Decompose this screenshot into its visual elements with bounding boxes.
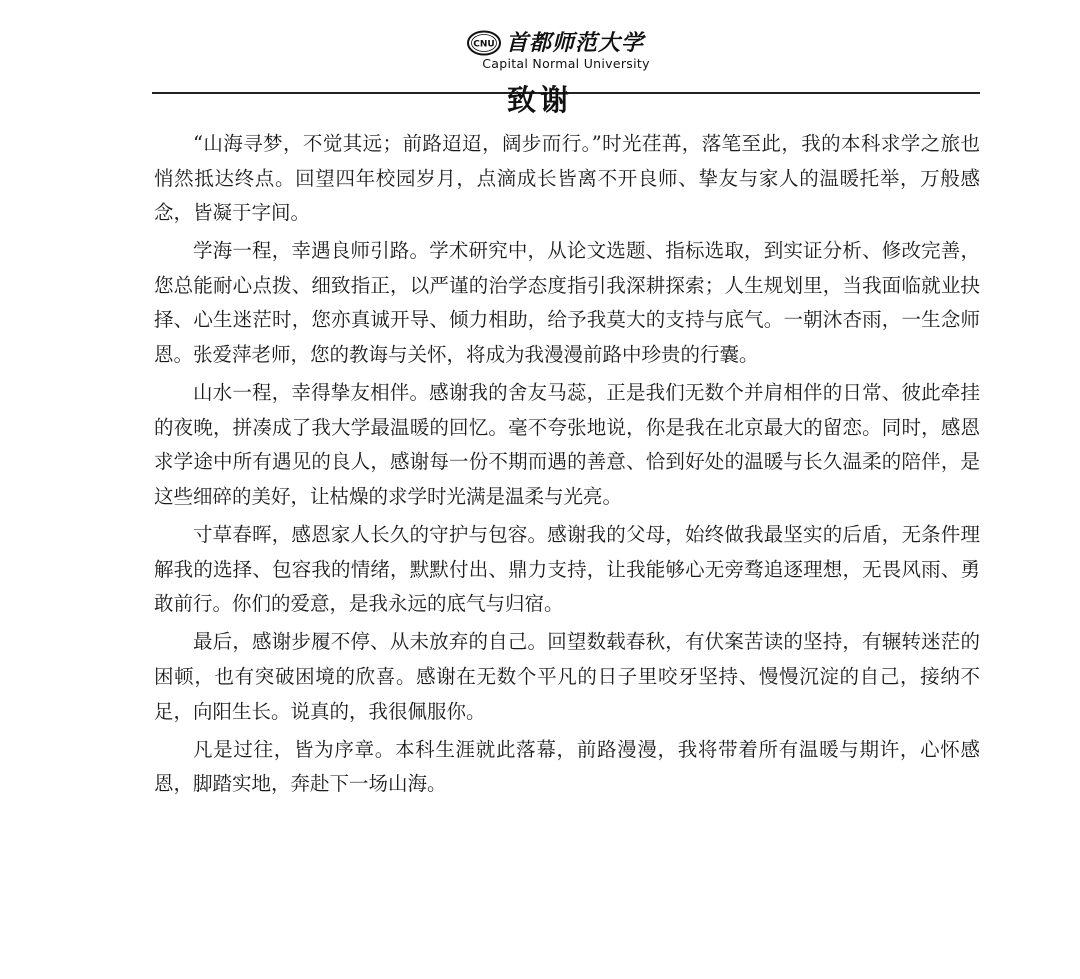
paragraph-4: 寸草春晖，感恩家人长久的守护与包容。感谢我的父母，始终做我最坚实的后盾，无条件理解我的选择、包容我的情绪，默默付出、鼎力支持，让我能够心无旁骛追逐理想，无畏风雨、勇敢前行。你们的爱意，是我永远的底气与归宿。	[154, 523, 980, 616]
emblem-text: CNU	[473, 39, 495, 50]
page-title: 致谢	[506, 83, 573, 117]
university-logo	[466, 26, 644, 60]
page-header	[0, 18, 1080, 76]
paragraph-1: “山海寻梦，不觉其远；前路迢迢，阔步而行。”时光荏苒，落笔至此，我的本科求学之旅也悄然抵达终点。回望四年校园岁月，点滴成长皆离不开良师、挚友与家人的温暖托举，万般感念，皆凝于字间。	[154, 132, 980, 225]
acknowledgement-body	[154, 127, 980, 805]
paragraph-2: 学海一程，幸遇良师引路。学术研究中，从论文选题、指标选取，到实证分析、修改完善，您总能耐心点拨、细致指正，以严谨的治学态度指引我深耕探索；人生规划里，当我面临就业抉择、心生迷茫时，您亦真诚开导、倾力相助，给予我莫大的支持与底气。一朝沐杏雨，一生念师恩。张爱萍老师，您的教诲与关怀，将成为我漫漫前路中珍贵的行囊。	[154, 239, 980, 367]
university-name-cn: 首都师范大学	[506, 30, 645, 56]
university-name-en: Capital Normal University	[482, 56, 650, 71]
paragraph-6: 凡是过往，皆为序章。本科生涯就此落幕，前路漫漫，我将带着所有温暖与期许，心怀感恩，脚踏实地，奔赴下一场山海。	[154, 737, 980, 796]
paragraph-3: 山水一程，幸得挚友相伴。感谢我的舍友马蕊，正是我们无数个并肩相伴的日常、彼此牵挂的夜晚，拼凑成了我大学最温暖的回忆。毫不夸张地说，你是我在北京最大的留恋。同时，感恩求学途中所有遇见的良人，感谢每一份不期而遇的善意、恰到好处的温暖与长久温柔的陪伴，是这些细碎的美好，让枯燥的求学时光满是温柔与光亮。	[154, 381, 980, 508]
paragraph-5: 最后，感谢步履不停、从未放弃的自己。回望数载春秋，有伏案苦读的坚持，有辗转迷茫的困顿，也有突破困境的欣喜。感谢在无数个平凡的日子里咬牙坚持、慢慢沉淀的自己，接纳不足，向阳生长。说真的，我很佩服你。	[154, 630, 980, 723]
university-emblem-icon	[466, 30, 502, 56]
